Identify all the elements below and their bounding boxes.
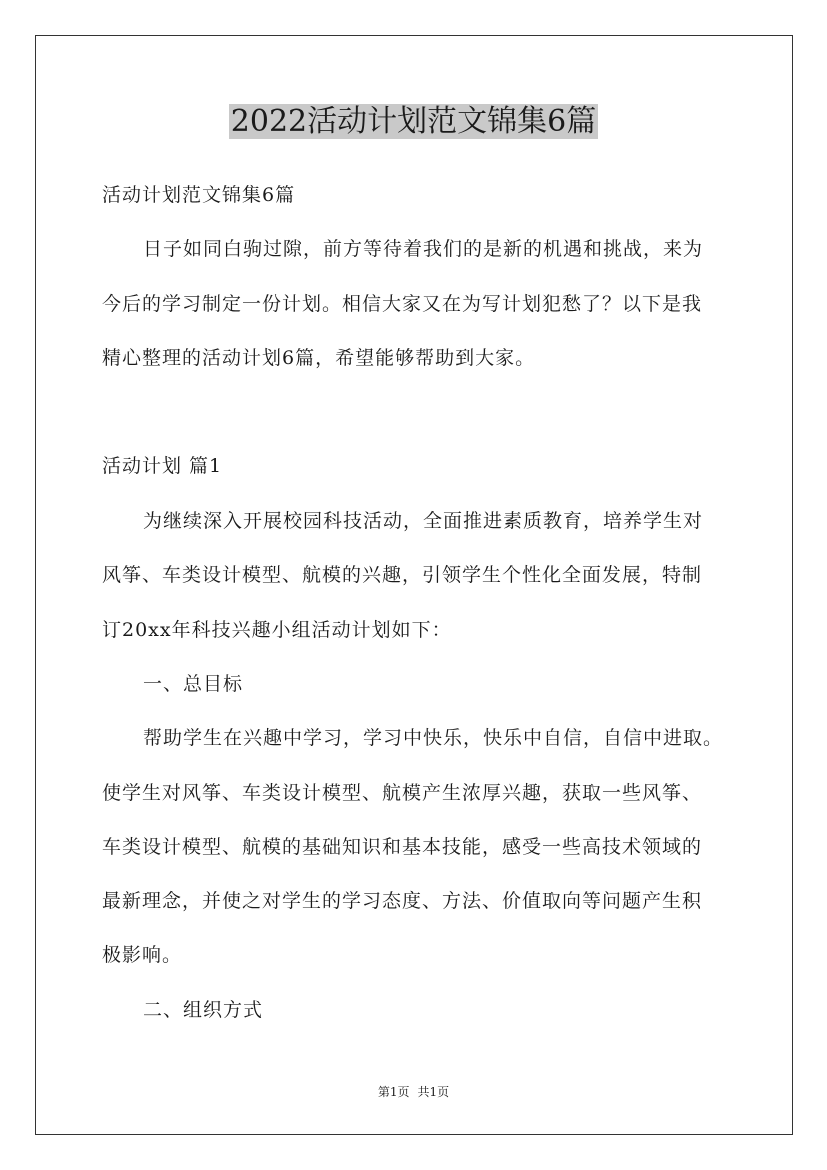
page-footer bbox=[0, 1083, 827, 1101]
goal-line-1: 帮助学生在兴趣中学习，学习中快乐，快乐中自信，自信中进取。 bbox=[143, 727, 724, 749]
document-title bbox=[0, 100, 827, 144]
goal-line-4: 最新理念，并使之对学生的学习态度、方法、价值取向等问题产生积 bbox=[102, 890, 703, 912]
intro-line-2: 今后的学习制定一份计划。相信大家又在为写计划犯愁了？以下是我 bbox=[102, 293, 703, 315]
heading-goal: 一、总目标 bbox=[143, 673, 244, 695]
section1-line-3: 订20xx年科技兴趣小组活动计划如下： bbox=[102, 619, 452, 641]
document-title-text: 2022活动计划范文锦集6篇 bbox=[230, 104, 597, 139]
goal-line-2: 使学生对风筝、车类设计模型、航模产生浓厚兴趣，获取一些风筝、 bbox=[102, 782, 703, 804]
intro-line-3: 精心整理的活动计划6篇，希望能够帮助到大家。 bbox=[102, 347, 536, 369]
intro-line-1: 日子如同白驹过隙，前方等待着我们的是新的机遇和挑战，来为 bbox=[143, 238, 704, 260]
section1-heading: 活动计划 篇1 bbox=[102, 455, 223, 477]
page-total: 共1页 bbox=[417, 1085, 450, 1099]
section1-line-2: 风筝、车类设计模型、航模的兴趣，引领学生个性化全面发展，特制 bbox=[102, 564, 703, 586]
document-subtitle: 活动计划范文锦集6篇 bbox=[102, 184, 296, 206]
page-number: 第1页 bbox=[377, 1085, 410, 1099]
goal-line-5: 极影响。 bbox=[102, 944, 183, 966]
heading-org: 二、组织方式 bbox=[143, 999, 264, 1021]
goal-line-3: 车类设计模型、航模的基础知识和基本技能，感受一些高技术领域的 bbox=[102, 836, 703, 858]
section1-line-1: 为继续深入开展校园科技活动，全面推进素质教育，培养学生对 bbox=[143, 510, 704, 532]
